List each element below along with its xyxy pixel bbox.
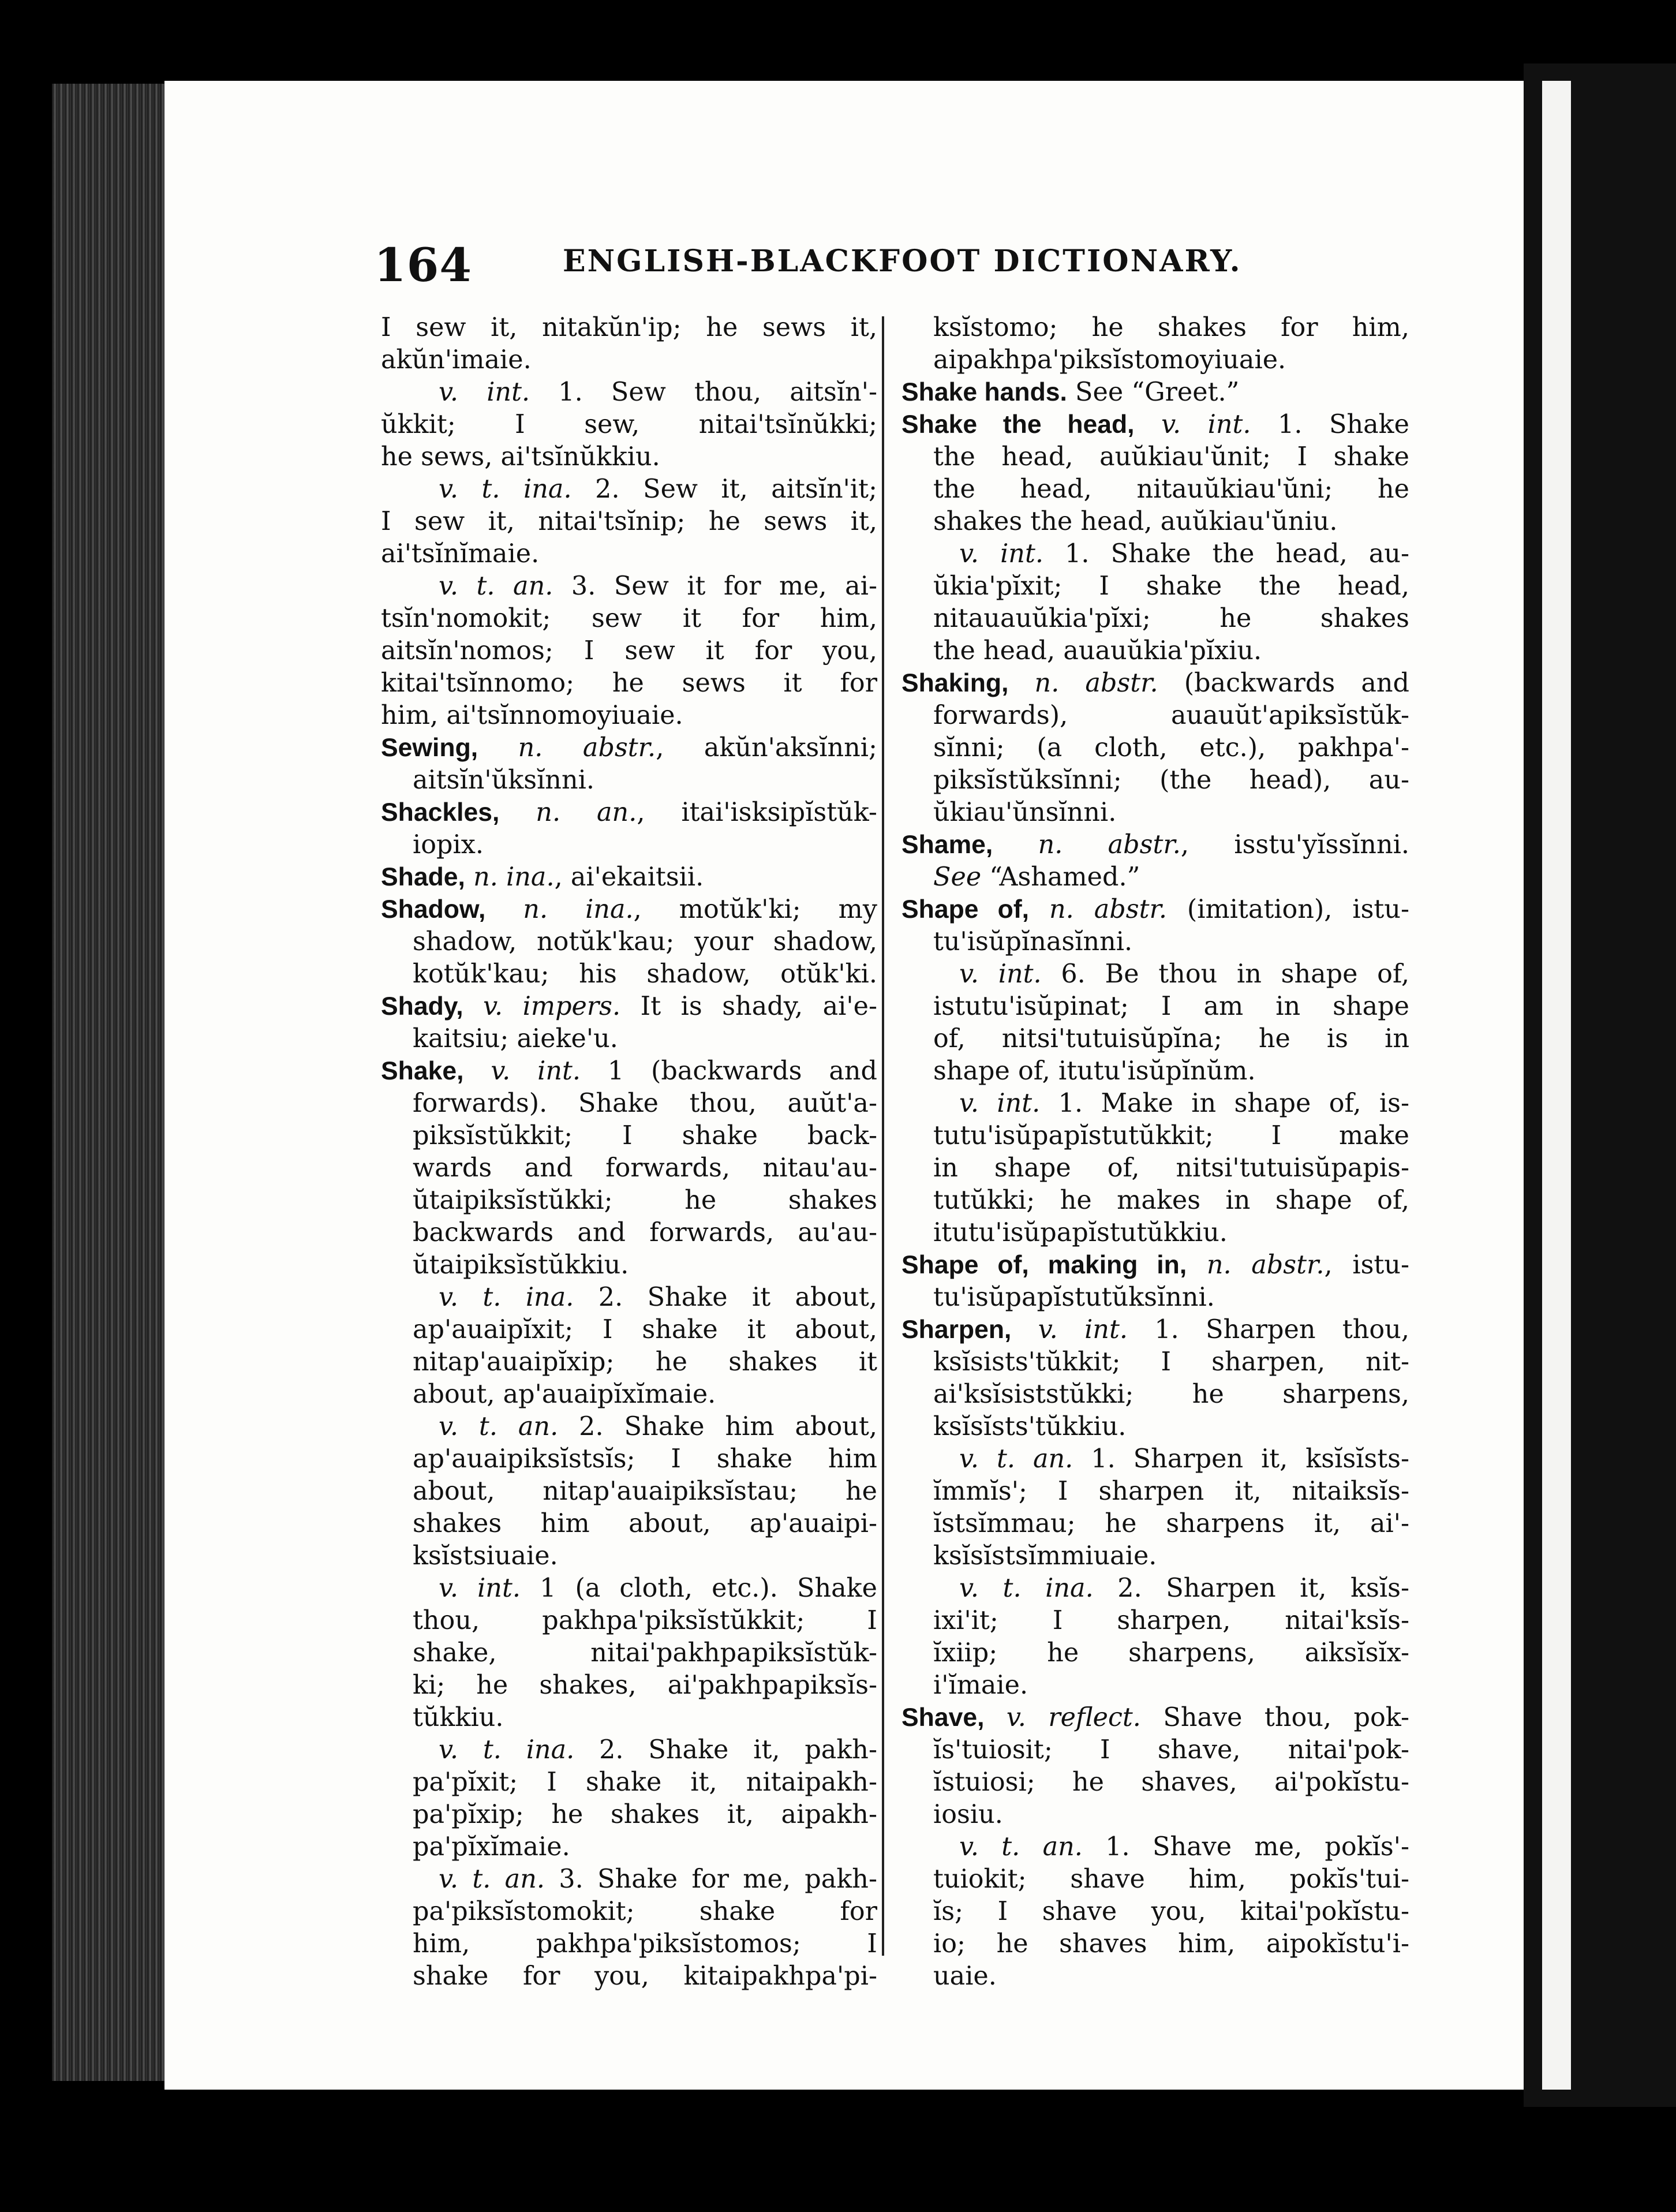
headword: Shade, [381,863,465,891]
dictionary-line: iopix. [413,830,484,860]
dictionary-line: aitsĭn'nomos; I sew it for you, [381,636,877,666]
dictionary-line: itutu'isŭpapĭstutŭkkiu. [933,1218,1228,1247]
dictionary-line: akŭn'imaie. [381,345,532,375]
column-divider [882,316,884,1956]
dictionary-line: shakes the head, auŭkiau'ŭniu. [933,507,1338,536]
headword: Shady, [381,992,463,1021]
headword: Sewing, [381,734,478,762]
dictionary-line: tu'isŭpĭnasĭnni. [933,927,1133,956]
dictionary-line: ĭs; I shave you, kitai'pokĭstu- [933,1897,1409,1926]
dictionary-line: iosiu. [933,1800,1003,1829]
dictionary-line: v. t. ina. 2. Sharpen it, ksĭs- [959,1574,1409,1603]
dictionary-line: ksĭsists'tŭkkit; I sharpen, nit- [933,1347,1409,1377]
dictionary-line: ŭtaipiksĭstŭkki; he shakes [413,1186,877,1215]
dictionary-line: tu'isŭpapĭstutŭksĭnni. [933,1283,1215,1312]
dictionary-line: ĭstsĭmmau; he sharpens it, ai'- [933,1509,1409,1538]
dictionary-line: v. t. an. 1. Shave me, pokĭs'- [959,1832,1409,1862]
headword: Shackles, [381,798,500,827]
dictionary-line: the head, auŭkiau'ŭnit; I shake [933,442,1409,472]
dictionary-line: kotŭk'kau; his shadow, otŭk'ki. [413,959,877,989]
dictionary-line: Shame, n. abstr., isstu'yĭssĭnni. [901,830,1409,860]
dictionary-line: See “Ashamed.” [933,862,1140,892]
page-number: 164 [374,238,472,292]
dictionary-line: Shackles, n. an., itai'isksipĭstŭk- [381,798,877,827]
dictionary-line: v. int. 1. Sew thou, aitsĭn'- [439,378,877,407]
dictionary-line: he sews, ai'tsĭnŭkkiu. [381,442,660,472]
dictionary-line: pa'piksĭstomokit; shake for [413,1897,877,1926]
dictionary-line: ĭstuiosi; he shaves, ai'pokĭstu- [933,1768,1409,1797]
dictionary-line: ŭkkit; I sew, nitai'tsĭnŭkki; [381,410,877,439]
dictionary-line: aitsĭn'ŭksĭnni. [413,765,594,795]
dictionary-line: ap'auaipiksĭstsĭs; I shake him [413,1444,877,1474]
dictionary-line: v. t. an. 2. Shake him about, [439,1412,877,1441]
dictionary-line: istutu'isŭpinat; I am in shape [933,992,1409,1021]
dictionary-line: piksĭstŭksĭnni; (the head), au- [933,765,1409,795]
right-column [901,312,1409,1993]
dictionary-line: him, ai'tsĭnnomoyiuaie. [381,701,683,730]
dictionary-line: uaie. [933,1961,997,1991]
dictionary-line: in shape of, nitsi'tutuisŭpapis- [933,1153,1409,1183]
dictionary-line: v. t. ina. 2. Shake it about, [439,1283,877,1312]
dictionary-line: aipakhpa'piksĭstomoyiuaie. [933,345,1286,375]
dictionary-line: forwards), auauŭt'apiksĭstŭk- [933,701,1409,730]
dictionary-line: v. int. 1 (a cloth, etc.). Shake [439,1574,877,1603]
dictionary-line: shadow, notŭk'kau; your shadow, [413,927,877,956]
dictionary-line: ksĭstsiuaie. [413,1541,558,1571]
dictionary-line: v. t. ina. 2. Shake it, pakh- [439,1735,877,1765]
dictionary-line: about, ap'auaipĭxĭmaie. [413,1380,716,1409]
dictionary-line: tŭkkiu. [413,1703,504,1732]
dictionary-line: v. t. ina. 2. Sew it, aitsĭn'it; [439,474,877,504]
dictionary-line: Shake hands. See “Greet.” [901,378,1240,407]
dictionary-line: shake, nitai'pakhpapiksĭstŭk- [413,1638,877,1668]
dictionary-line: ap'auaipĭxit; I shake it about, [413,1315,877,1344]
left-column [381,312,877,1993]
dictionary-line: kitai'tsĭnnomo; he sews it for [381,668,877,698]
headword: Shake the head, [901,410,1135,439]
dictionary-line: wards and forwards, nitau'au- [413,1153,877,1183]
dictionary-line: shake for you, kitaipakhpa'pi- [413,1961,877,1991]
dictionary-line: ŭkiau'ŭnsĭnni. [933,798,1117,827]
dictionary-line: v. int. 1. Shake the head, au- [959,539,1410,569]
dictionary-line: ŭkia'pĭxit; I shake the head, [933,571,1409,601]
dictionary-line: v. int. 1. Make in shape of, is- [959,1089,1409,1118]
dictionary-line: ŭtaipiksĭstŭkkiu. [413,1250,629,1280]
headword: Shame, [901,831,993,859]
headword: Shaking, [901,669,1009,697]
dictionary-line: v. t. an. 3. Shake for me, pakh- [439,1864,877,1894]
dictionary-line: thou, pakhpa'piksĭstŭkkit; I [413,1606,877,1635]
dictionary-line: ksĭstomo; he shakes for him, [933,313,1409,342]
dictionary-line: Shave, v. reflect. Shave thou, pok- [901,1703,1409,1732]
dictionary-line: piksĭstŭkkit; I shake back- [413,1121,877,1150]
headword: Shake, [381,1057,464,1085]
dictionary-line: Sharpen, v. int. 1. Sharpen thou, [901,1315,1409,1344]
dictionary-line: backwards and forwards, au'au- [413,1218,877,1247]
dictionary-line: sĭnni; (a cloth, etc.), pakhpa'- [933,733,1409,763]
dictionary-line: pa'pĭxĭmaie. [413,1832,570,1862]
dictionary-line: v. t. an. 1. Sharpen it, ksĭsĭsts- [959,1444,1409,1474]
dictionary-line: tuiokit; shave him, pokĭs'tui- [933,1864,1409,1894]
dictionary-line: pa'pĭxip; he shakes it, aipakh- [413,1800,877,1829]
dictionary-line: Shape of, n. abstr. (imitation), istu- [901,895,1410,924]
dictionary-line: him, pakhpa'piksĭstomos; I [413,1929,877,1959]
facing-page-edge [1524,63,1676,2107]
headword: Shape of, making in, [901,1251,1187,1279]
dictionary-line: tutu'isŭpapĭstutŭkkit; I make [933,1121,1409,1150]
dictionary-line: ki; he shakes, ai'pakhpapiksĭs- [413,1671,877,1700]
dictionary-line: shakes him about, ap'auaipi- [413,1509,877,1538]
headword: Shadow, [381,895,486,924]
dictionary-line: about, nitap'auaipiksĭstau; he [413,1477,877,1506]
dictionary-line: Sewing, n. abstr., akŭn'aksĭnni; [381,733,877,763]
headword: Shake hands. [901,378,1067,406]
book-page-edges [52,84,167,2081]
dictionary-line: forwards). Shake thou, auŭt'a- [413,1089,877,1118]
dictionary-line: the head, auauŭkia'pĭxiu. [933,636,1262,666]
dictionary-line: ksĭsĭsts'tŭkkiu. [933,1412,1127,1441]
dictionary-line: shape of, itutu'isŭpĭnŭm. [933,1056,1256,1086]
headword: Shave, [901,1703,985,1732]
dictionary-line: i'ĭmaie. [933,1671,1028,1700]
dictionary-line: nitap'auaipĭxip; he shakes it [413,1347,877,1377]
dictionary-line: ixi'it; I sharpen, nitai'ksĭs- [933,1606,1409,1635]
dictionary-line: Shape of, making in, n. abstr., istu- [901,1250,1409,1280]
headword: Sharpen, [901,1316,1012,1344]
dictionary-line: nitauauŭkia'pĭxi; he shakes [933,604,1409,633]
headword: Shape of, [901,895,1030,924]
dictionary-line: ĭs'tuiosit; I shave, nitai'pok- [933,1735,1409,1765]
dictionary-line: ĭxiip; he sharpens, aiksĭsĭx- [933,1638,1409,1668]
dictionary-line: Shadow, n. ina., motŭk'ki; my [381,895,877,924]
dictionary-line: v. int. 6. Be thou in shape of, [959,959,1410,989]
running-head: ENGLISH-BLACKFOOT DICTIONARY. [563,244,1242,279]
dictionary-line: kaitsiu; aieke'u. [413,1024,618,1053]
dictionary-line: ĭmmĭs'; I sharpen it, nitaiksĭs- [933,1477,1409,1506]
dictionary-line: ksĭsĭstsĭmmiuaie. [933,1541,1157,1571]
dictionary-line: Shade, n. ina., ai'ekaitsii. [381,862,704,892]
dictionary-line: I sew it, nitai'tsĭnip; he sews it, [381,507,877,536]
dictionary-line: ai'tsĭnĭmaie. [381,539,540,569]
dictionary-line: I sew it, nitakŭn'ip; he sews it, [381,313,877,342]
dictionary-line: tsĭn'nomokit; sew it for him, [381,604,877,633]
dictionary-line: Shaking, n. abstr. (backwards and [901,668,1409,698]
dictionary-line: the head, nitauŭkiau'ŭni; he [933,474,1409,504]
dictionary-line: tutŭkki; he makes in shape of, [933,1186,1409,1215]
dictionary-line: Shady, v. impers. It is shady, ai'e- [381,992,877,1021]
dictionary-line: Shake, v. int. 1 (backwards and [381,1056,877,1086]
dictionary-line: pa'pĭxit; I shake it, nitaipakh- [413,1768,877,1797]
dictionary-line: io; he shaves him, aipokĭstu'i- [933,1929,1409,1959]
dictionary-line: of, nitsi'tutuisŭpĭna; he is in [933,1024,1409,1053]
dictionary-line: Shake the head, v. int. 1. Shake [901,410,1409,439]
dictionary-line: ai'ksĭsiststŭkki; he sharpens, [933,1380,1409,1409]
dictionary-line: v. t. an. 3. Sew it for me, ai- [439,571,877,601]
